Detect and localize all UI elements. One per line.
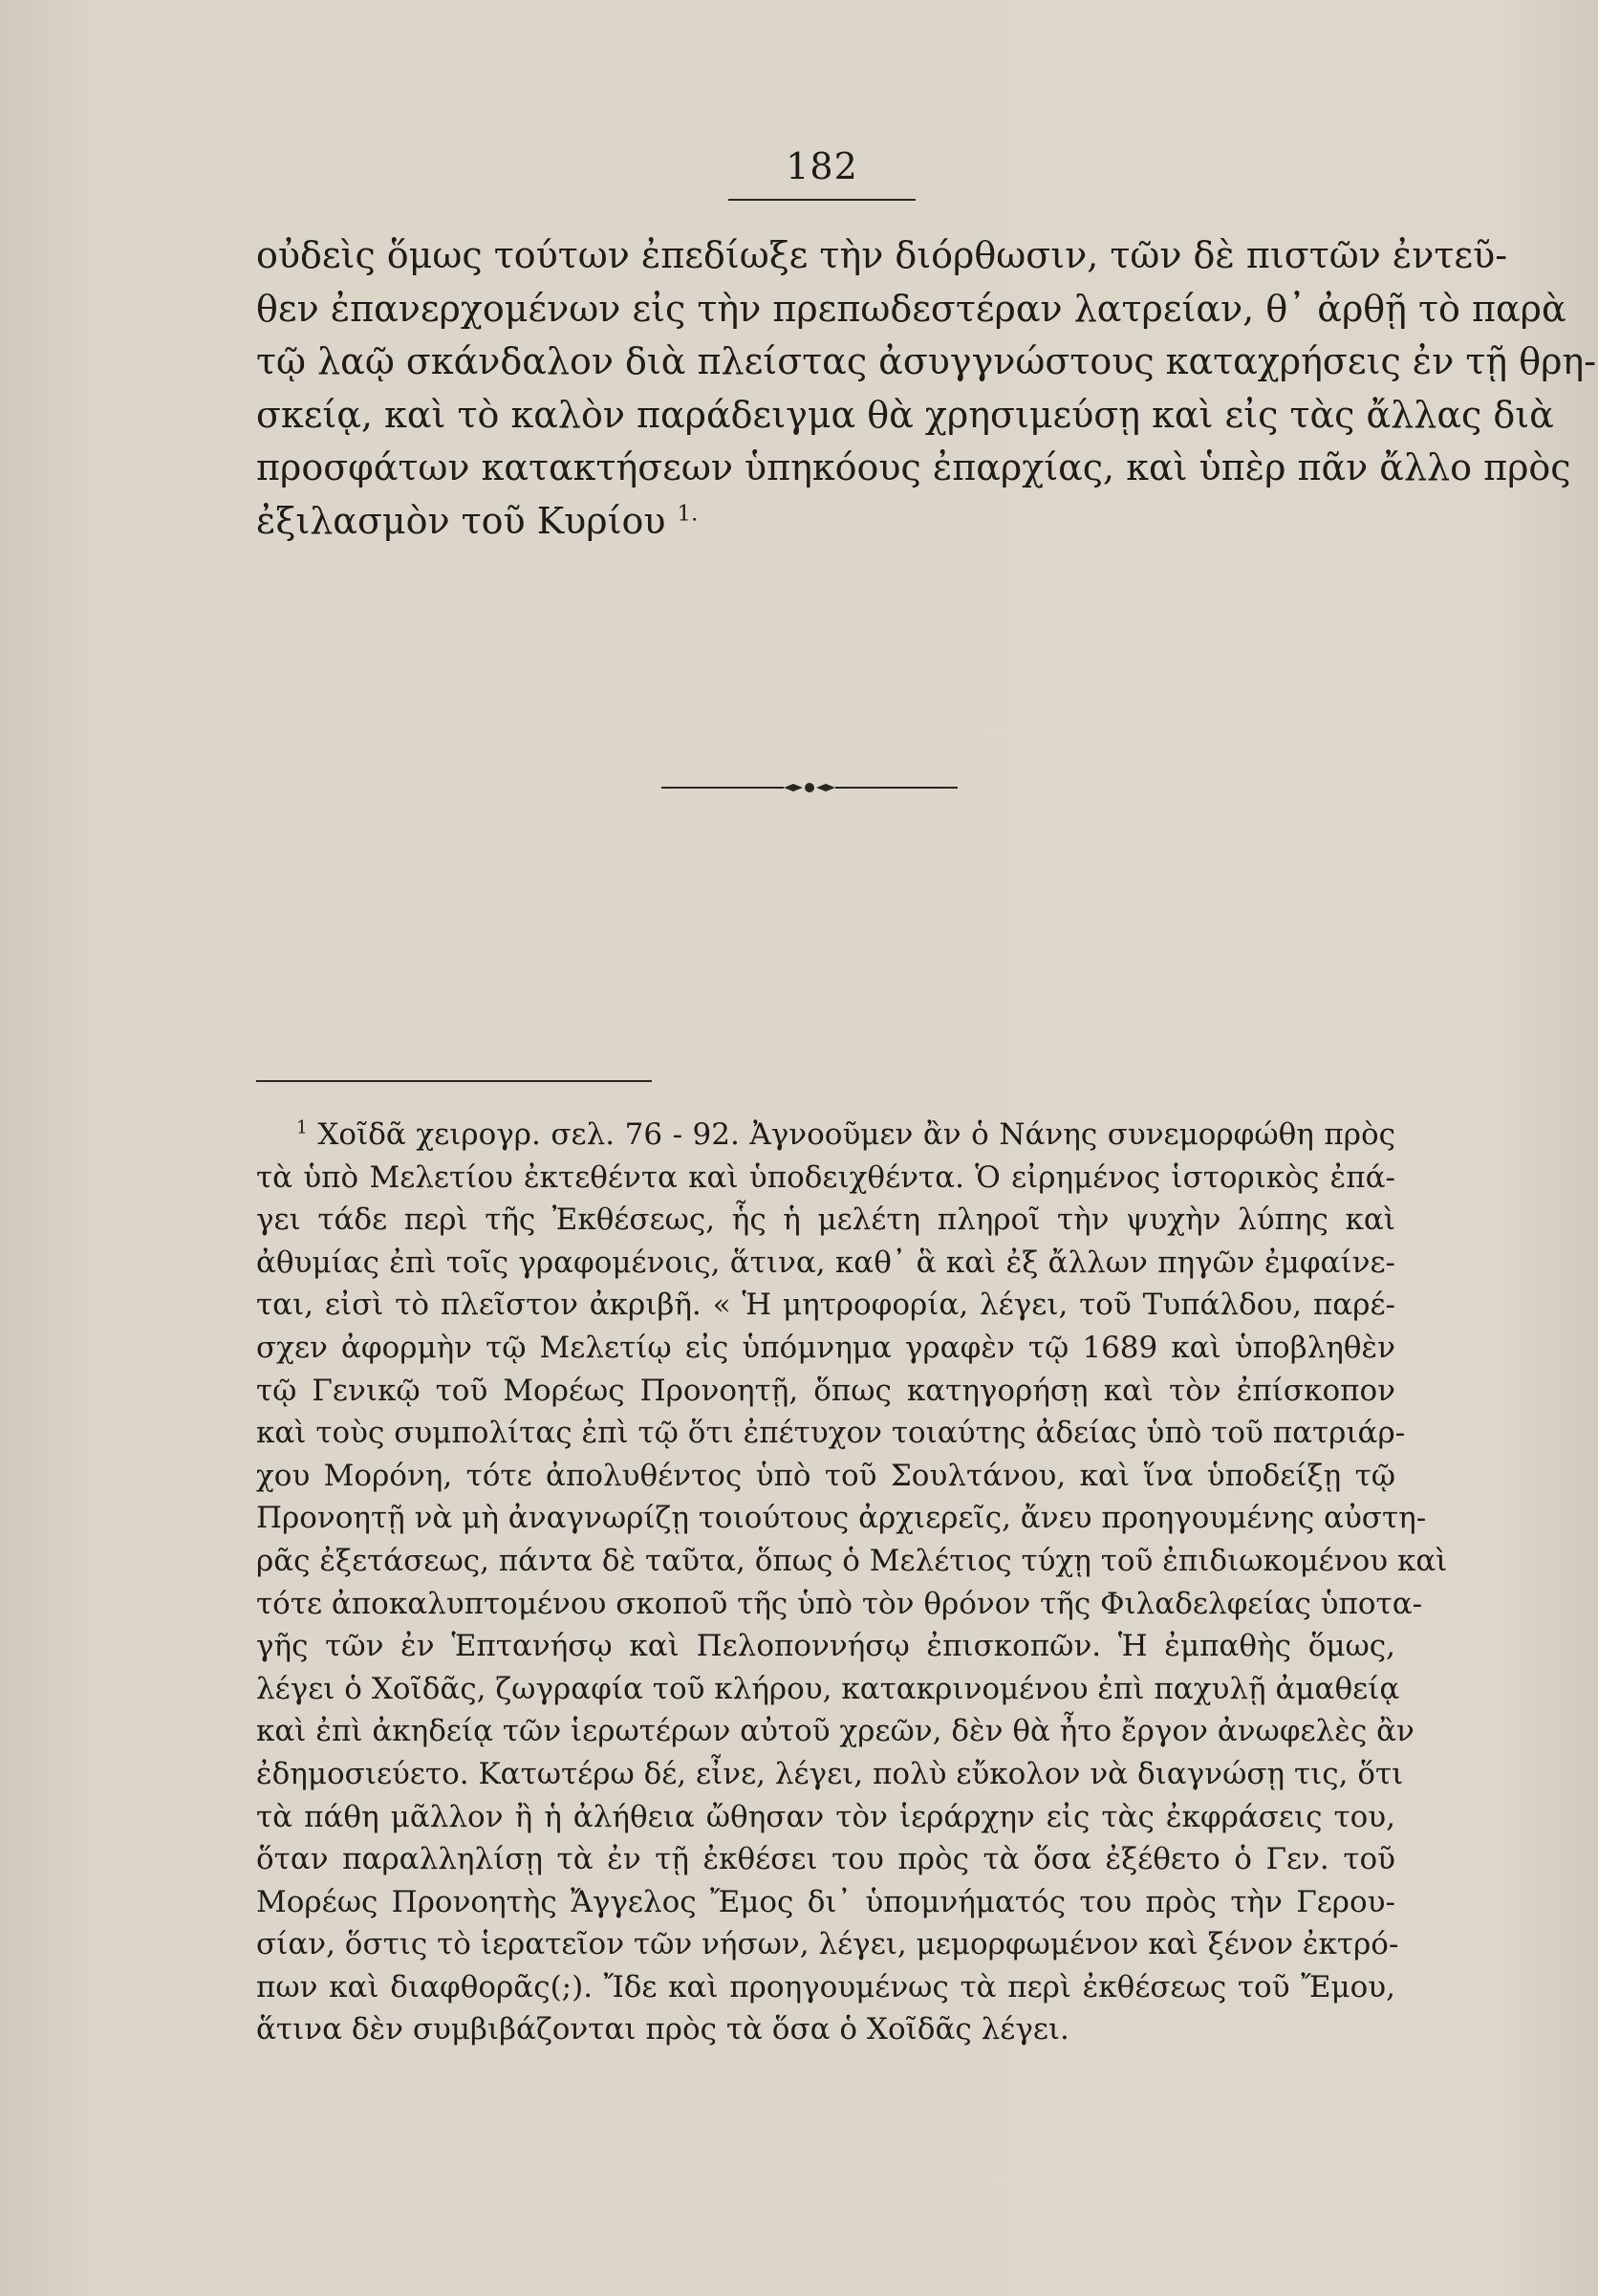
footnote-line: ἐδημοσιεύετο. Κατωτέρω δέ, εἶνε, λέγει, πολὺ εὔκολον νὰ διαγνώσῃ τις, ὅτι — [256, 1756, 1404, 1791]
footnote — [256, 1114, 1448, 2051]
footnote-line: καὶ ἐπὶ ἀκηδείᾳ τῶν ἱερωτέρων αὐτοῦ χρεῶν, δὲν θὰ ἦτο ἔργον ἀνωφελὲς ἂν — [256, 1714, 1414, 1749]
body-line: τῷ λαῷ σκάνδαλον διὰ πλείστας ἀσυγγνώστους καταχρήσεις ἐν τῇ θρη- — [256, 340, 1597, 382]
footnote-line: τῷ Γενικῷ τοῦ Μορέως Προνοητῇ, ὅπως κατηγορήσῃ καὶ τὸν ἐπίσκοπον — [256, 1373, 1395, 1408]
page-number-rule — [728, 199, 916, 201]
footnote-line: σχεν ἀφορμὴν τῷ Μελετίῳ εἰς ὑπόμνημα γραφὲν τῷ 1689 καὶ ὑποβληθὲν — [256, 1330, 1395, 1365]
footnote-line: ται, εἰσὶ τὸ πλεῖστον ἀκριβῆ. « Ἡ μητροφορία, λέγει, τοῦ Τυπάλδου, παρέ- — [256, 1288, 1395, 1323]
body-paragraph — [256, 229, 1597, 548]
footnote-reference: 1. — [677, 500, 699, 526]
body-line-text: ἐξιλασμὸν τοῦ Κυρίου — [256, 499, 666, 542]
footnote-line: ὅταν παραλληλίσῃ τὰ ἐν τῇ ἐκθέσει του πρὸς τὰ ὅσα ἐξέθετο ὁ Γεν. τοῦ — [256, 1842, 1395, 1877]
body-line-last — [256, 495, 1395, 549]
footnote-line: γῆς τῶν ἐν Ἑπτανήσῳ καὶ Πελοποννήσῳ ἐπισκοπῶν. Ἡ ἐμπαθὴς ὅμως, — [256, 1629, 1395, 1664]
section-divider-ornament — [661, 776, 958, 799]
body-line: προσφάτων κατακτήσεων ὑπηκόους ἐπαρχίας, καὶ ὑπὲρ πᾶν ἄλλο πρὸς — [256, 446, 1571, 488]
page-number: 182 — [786, 145, 858, 187]
footnote-line: γει τάδε περὶ τῆς Ἐκθέσεως, ἧς ἡ μελέτη πληροῖ τὴν ψυχὴν λύπης καὶ — [256, 1202, 1395, 1238]
footnote-line: τὰ ὑπὸ Μελετίου ἐκτεθέντα καὶ ὑποδειχθέντα. Ὁ εἰρημένος ἱστορικὸς ἐπά- — [256, 1159, 1395, 1195]
body-line: σκείᾳ, καὶ τὸ καλὸν παράδειγμα θὰ χρησιμεύσῃ καὶ εἰς τὰς ἄλλας διὰ — [256, 393, 1554, 436]
footnote-line: ρᾶς ἐξετάσεως, πάντα δὲ ταῦτα, ὅπως ὁ Μελέτιος τύχῃ τοῦ ἐπιδιωκομένου καὶ — [256, 1543, 1448, 1578]
footnote-line: πων καὶ διαφθορᾶς(;). Ἴδε καὶ προηγουμένως τὰ περὶ ἐκθέσεως τοῦ Ἔμου, — [256, 1969, 1395, 2004]
footnote-line: Προνοητῇ νὰ μὴ ἀναγνωρίζῃ τοιούτους ἀρχιερεῖς, ἄνευ προηγουμένης αὐστη- — [256, 1501, 1427, 1536]
footnote-line: τὰ πάθη μᾶλλον ἢ ἡ ἀλήθεια ὤθησαν τὸν ἱεράρχην εἰς τὰς ἐκφράσεις του, — [256, 1799, 1395, 1834]
footnote-line: Μορέως Προνοητὴς Ἄγγελος Ἔμος δι᾽ ὑπομνήματός του πρὸς τὴν Γερου- — [256, 1884, 1395, 1919]
footnote-line-last: ἅτινα δὲν συμβιβάζονται πρὸς τὰ ὅσα ὁ Χοῖδᾶς λέγει. — [256, 2012, 1069, 2047]
footnote-line: χου Μορόνη, τότε ἀπολυθέντος ὑπὸ τοῦ Σουλτάνου, καὶ ἵνα ὑποδείξῃ τῷ — [256, 1458, 1395, 1493]
footnote-line: λέγει ὁ Χοῖδᾶς, ζωγραφία τοῦ κλήρου, κατακρινομένου ἐπὶ παχυλῇ ἀμαθείᾳ — [256, 1671, 1400, 1706]
footnote-line: ἀθυμίας ἐπὶ τοῖς γραφομένοις, ἅτινα, καθ᾽ ἃ καὶ ἐξ ἄλλων πηγῶν ἐμφαίνε- — [256, 1245, 1395, 1280]
footnote-rule — [256, 1080, 652, 1082]
footnote-line-text: Χοῖδᾶ χειρογρ. σελ. 76 - 92. Ἀγνοοῦμεν ἂν ὁ Νάνης συνεμορφώθη πρὸς — [317, 1117, 1395, 1152]
footnote-line-first — [256, 1114, 1395, 1157]
footnote-line: σίαν, ὅστις τὸ ἱερατεῖον τῶν νήσων, λέγει, μεμορφωμένον καὶ ξένον ἐκτρό- — [256, 1927, 1399, 1962]
footnote-line: τότε ἀποκαλυπτομένου σκοποῦ τῆς ὑπὸ τὸν θρόνον τῆς Φιλαδελφείας ὑποτα- — [256, 1586, 1423, 1621]
footnote-line: καὶ τοὺς συμπολίτας ἐπὶ τῷ ὅτι ἐπέτυχον τοιαύτης ἀδείας ὑπὸ τοῦ πατριάρ- — [256, 1416, 1406, 1451]
footnote-marker: 1 — [296, 1117, 308, 1138]
body-line: οὐδεὶς ὅμως τούτων ἐπεδίωξε τὴν διόρθωσιν, τῶν δὲ πιστῶν ἐντεῦ- — [256, 234, 1508, 276]
body-line: θεν ἐπανερχομένων εἰς τὴν πρεπωδεστέραν λατρείαν, θ᾽ ἀρθῇ τὸ παρὰ — [256, 287, 1566, 330]
